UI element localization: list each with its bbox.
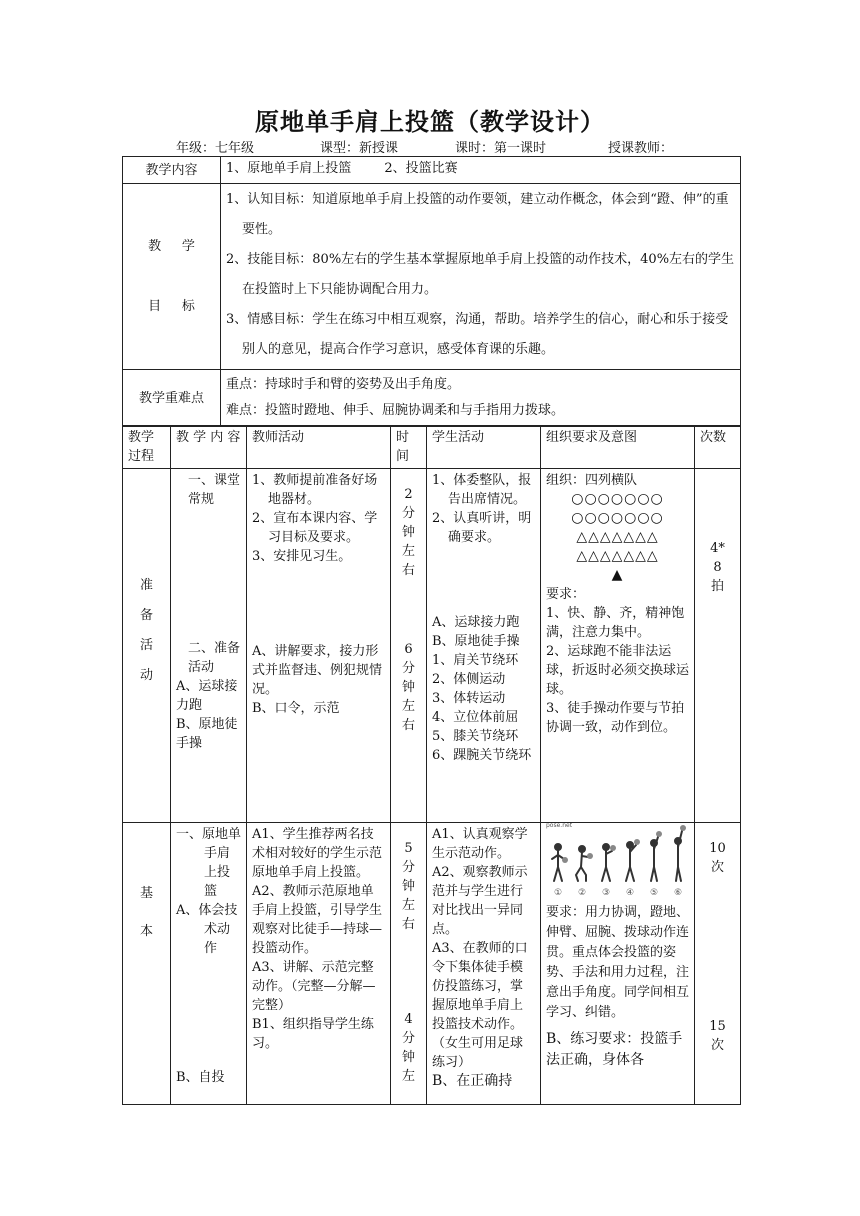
org-title: 组织：四列横队 (546, 473, 638, 488)
basic-content-self: B、自投 (176, 1070, 225, 1085)
requirement: 要求： (546, 587, 586, 602)
basic-stage: 基 本 (123, 823, 171, 1105)
student-step: B、在正确持 (432, 1073, 513, 1089)
step-number: ① (553, 888, 563, 898)
formation-row-triangles: △△△△△△△ (576, 529, 659, 545)
prep-row (123, 469, 741, 823)
shooting-sequence-image (546, 822, 689, 903)
teacher-step: 2、宣布本课内容、学习目标及要求。 (252, 511, 378, 545)
basic-organization (541, 823, 695, 1105)
requirement: 1、快、静、齐，精神饱满，注意力集中。 (546, 606, 685, 640)
prep-time: 2 分 钟 左 右 6 分 钟 左 右 (391, 469, 427, 823)
content-label: 教学内容 (123, 157, 221, 184)
content-value: 1、原地单手肩上投篮 2、投篮比赛 (221, 157, 741, 184)
key-points-label: 教学重难点 (123, 370, 221, 427)
step-number: ④ (625, 888, 635, 898)
formation-row-triangles: △△△△△△△ (576, 548, 659, 564)
prep-organization (541, 469, 695, 823)
step-number: ② (577, 888, 587, 898)
requirement: 3、徒手操动作要与节拍协调一致，动作到位。 (546, 701, 685, 735)
lesson-type-label: 课型：新授课 (320, 141, 399, 156)
student-step: 1、肩关节绕环 (432, 653, 519, 668)
teacher-step: 1、教师提前准备好场地器材。 (252, 473, 378, 507)
student-step: A1、认真观察学生示范动作。 (432, 827, 528, 861)
process-table (122, 425, 741, 1105)
student-step: 1、体委整队，报告出席情况。 (432, 473, 532, 507)
basic-student (427, 823, 541, 1105)
student-step: 5、膝关节绕环 (432, 729, 519, 744)
key-point: 重点：持球时手和臂的姿势及出手角度。 (226, 377, 461, 392)
teacher-marker-icon: ▲ (611, 567, 624, 583)
page-title: 原地单手肩上投篮（教学设计） (255, 107, 605, 136)
teacher-step: A、讲解要求，接力形式并监督违、例犯规情况。 (252, 644, 383, 697)
prep-content-relay: A、运球接力跑 (176, 679, 238, 713)
student-step: 3、体转运动 (432, 691, 506, 706)
step-number: ③ (601, 888, 611, 898)
header-process: 教学过程 (123, 426, 171, 469)
teacher-step: A2、教师示范原地单手肩上投篮，引导学生观察对比徒手—持球—投篮动作。 (252, 884, 383, 956)
header-teacher: 教师活动 (247, 426, 391, 469)
step-number: ⑤ (649, 888, 659, 898)
prep-count: 4* 8 拍 (695, 469, 741, 823)
teacher-label: 授课教师： (608, 141, 674, 156)
step-number: ⑥ (673, 888, 683, 898)
student-step: 2、体侧运动 (432, 672, 506, 687)
header-time: 时间 (391, 426, 427, 469)
header-student: 学生活动 (427, 426, 541, 469)
student-step: 4、立位体前屈 (432, 710, 519, 725)
prep-content (171, 469, 247, 823)
header-count: 次数 (695, 426, 741, 469)
requirement: 2、运球跑不能非法运球，折返时必须交换球运球。 (546, 644, 690, 697)
teacher-step: 3、安排见习生。 (252, 549, 352, 564)
student-step: 2、认真听讲，明确要求。 (432, 511, 532, 545)
teacher-step: A1、学生推荐两名技术相对较好的学生示范原地单手肩上投篮。 (252, 827, 383, 880)
prep-content-routine: 一、课堂常规 (188, 473, 241, 507)
prep-stage: 准 备 活 动 (123, 469, 171, 823)
basic-content-main: 一、原地单手肩上投篮 (176, 827, 242, 899)
header-content: 教 学 内 容 (171, 426, 247, 469)
basic-content (171, 823, 247, 1105)
objectives-label: 教 学 目 标 (123, 184, 221, 370)
image-label: pose.net (546, 822, 573, 829)
formation-row-circles: ○○○○○○○ (571, 491, 664, 507)
basic-requirement: 要求：用力协调，蹬地、伸臂、屈腕、拨球动作连贯。重点体会投篮的姿势、手法和用力过程，注意出手角度。同学间相互学习、纠错。 (546, 905, 690, 1020)
prep-content-exercise: B、原地徒手操 (176, 717, 238, 751)
basic-row (123, 823, 741, 1105)
student-step: A2、观察教师示范并与学生进行对比找出一异同点。 (432, 865, 528, 937)
objective-item: 3、情感目标：学生在练习中相互观察，沟通，帮助。培养学生的信心，耐心和乐于接受别人的意见，提高合作学习意识，感受体育课的乐趣。 (226, 312, 729, 357)
teacher-step: B1、组织指导学生练习。 (252, 1017, 374, 1051)
teacher-step: B、口令，示范 (252, 701, 340, 716)
prep-teacher (247, 469, 391, 823)
difficulty-point: 难点：投篮时蹬地、伸手、屈腕协调柔和与手指用力拨球。 (226, 403, 565, 418)
grade-label: 年级：七年级 (176, 141, 255, 156)
student-step: B、原地徒手操 (432, 634, 520, 649)
period-label: 课时：第一课时 (455, 141, 547, 156)
key-points (221, 370, 741, 427)
student-step: A、运球接力跑 (432, 615, 520, 630)
objective-item: 1、认知目标：知道原地单手肩上投篮的动作要领，建立动作概念，体会到“蹬、伸”的重要性。 (226, 192, 729, 237)
prep-student (427, 469, 541, 823)
student-step: 6、踝腕关节绕环 (432, 748, 532, 763)
teacher-step: A3、讲解、示范完整动作。（完整—分解—完整） (252, 960, 376, 1013)
basic-content-feel: A、体会技术动作 (176, 903, 238, 956)
overview-table (122, 156, 741, 427)
objectives-list (221, 184, 741, 370)
basic-count: 10 次 15 次 (695, 823, 741, 1105)
basic-teacher (247, 823, 391, 1105)
student-step: A3、在教师的口令下集体徒手模仿投篮练习，掌握原地单手肩上投篮技术动作。（女生可用足球练习） (432, 941, 528, 1070)
basic-time: 5 分 钟 左 右 4 分 钟 左 (391, 823, 427, 1105)
header-organization: 组织要求及意图 (541, 426, 695, 469)
formation-row-circles: ○○○○○○○ (571, 510, 664, 526)
basic-practice-requirement: B、练习要求：投篮手法正确，身体各 (546, 1031, 683, 1068)
prep-content-warmup: 二、准备活动 (188, 641, 241, 675)
objective-item: 2、技能目标：80%左右的学生基本掌握原地单手肩上投篮的动作技术，40%左右的学生在投篮时上下只能协调配合用力。 (226, 252, 735, 297)
